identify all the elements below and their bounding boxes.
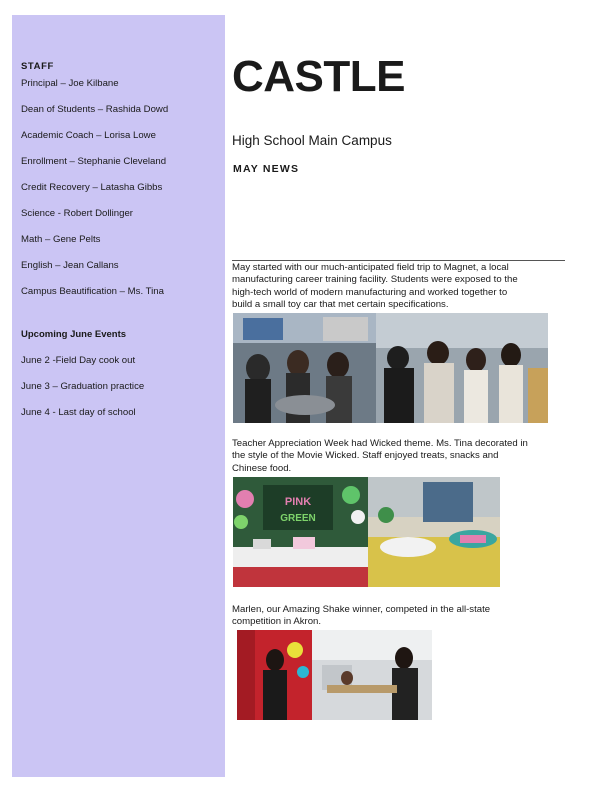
staff-item: Enrollment – Stephanie Cleveland	[21, 156, 167, 167]
photo-wicked-right	[368, 477, 500, 587]
staff-item: Math – Gene Pelts	[21, 234, 101, 245]
staff-item: Credit Recovery – Latasha Gibbs	[21, 182, 163, 193]
article-teacher-week	[232, 438, 570, 475]
article-field-trip	[232, 262, 570, 311]
events-heading: Upcoming June Events	[21, 329, 127, 340]
event-item: June 4 - Last day of school	[21, 407, 136, 418]
article-line: May started with our much-anticipated field trip to Magnet, a local	[232, 262, 509, 273]
article-line: high-tech world of modern manufacturing and worked together to	[232, 286, 508, 298]
event-item: June 3 – Graduation practice	[21, 381, 145, 392]
staff-item: Science - Robert Dollinger	[21, 208, 133, 219]
photo-shake-left	[237, 630, 312, 720]
section-heading: MAY NEWS	[233, 163, 300, 175]
event-item: June 2 -Field Day cook out	[21, 355, 136, 366]
article-line: the style of the Movie Wicked. Staff enjoyed treats, snacks and	[232, 450, 499, 462]
staff-item: English – Jean Callans	[21, 260, 119, 271]
article-line: build a small toy car that met certain specifications.	[232, 298, 449, 310]
photo-shake-right	[312, 630, 432, 720]
article-line: competition in Akron.	[232, 616, 322, 628]
staff-item: Principal – Joe Kilbane	[21, 78, 119, 89]
staff-item: Academic Coach – Lorisa Lowe	[21, 130, 156, 141]
article-line: Marlen, our Amazing Shake winner, competed in the all-state	[232, 604, 491, 615]
article-amazing-shake	[232, 604, 570, 629]
photo-field-trip-left	[233, 313, 376, 423]
newsletter-subtitle: High School Main Campus	[232, 133, 392, 148]
article-line: manufacturing career training facility. Students were exposed to the	[232, 274, 518, 286]
divider	[232, 260, 565, 261]
staff-item: Campus Beautification – Ms. Tina	[21, 286, 164, 297]
article-line: Chinese food.	[232, 462, 292, 474]
svg-text:GREEN: GREEN	[280, 513, 316, 524]
svg-text:PINK: PINK	[284, 496, 312, 508]
photo-wicked-left	[233, 477, 368, 587]
article-line: Teacher Appreciation Week had Wicked theme. Ms. Tina decorated in	[232, 438, 528, 449]
staff-item: Dean of Students – Rashida Dowd	[21, 104, 169, 115]
photo-field-trip-right	[376, 313, 548, 423]
newsletter-title: CASTLE	[232, 52, 405, 101]
staff-heading: STAFF	[21, 61, 54, 72]
